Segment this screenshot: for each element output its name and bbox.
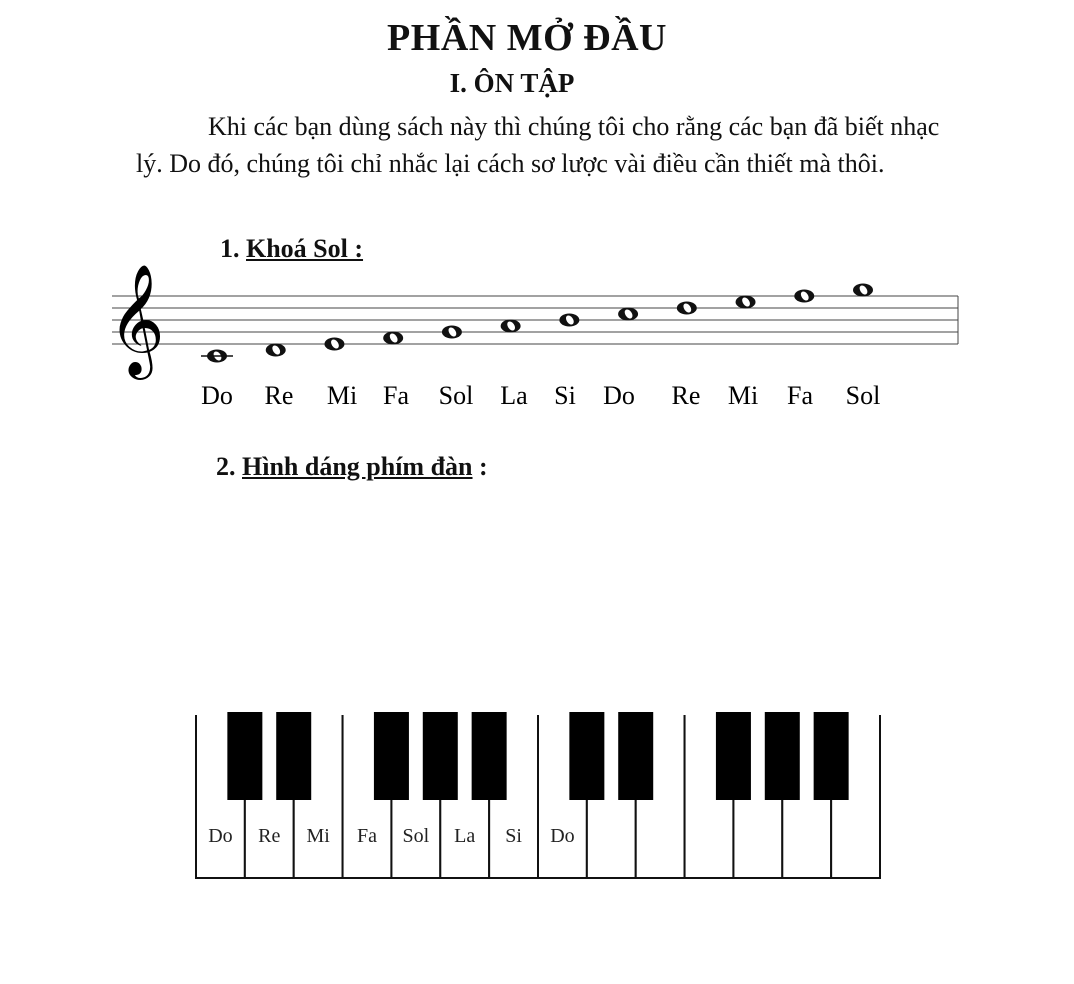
note-label: Fa xyxy=(383,381,409,410)
key-label: Si xyxy=(505,825,522,847)
heading-colon: : xyxy=(472,452,488,481)
heading-title: Hình dáng phím đàn xyxy=(242,452,473,481)
black-key[interactable] xyxy=(814,712,849,800)
note-label: Sol xyxy=(845,381,881,410)
black-key[interactable] xyxy=(227,712,262,800)
key-label: Fa xyxy=(357,825,377,847)
key-label: Re xyxy=(258,825,281,847)
page-title: PHẦN MỞ ĐẦU xyxy=(387,17,667,59)
note-label: Sol xyxy=(438,381,474,410)
note-label: Mi xyxy=(727,381,759,410)
heading-number: 1. xyxy=(220,234,240,263)
note-label: Mi xyxy=(326,381,358,410)
note-label: Si xyxy=(554,381,576,410)
note-label: Fa xyxy=(787,381,813,410)
intro-paragraph: Khi các bạn dùng sách này thì chúng tôi cho rằng các bạn đã biết nhạc lý. Do đó, chúng tôi chỉ nhắc lại cách sơ lược vài điều cần thiết mà thôi. xyxy=(136,112,940,178)
black-key[interactable] xyxy=(569,712,604,800)
note-label: La xyxy=(500,381,528,410)
black-key[interactable] xyxy=(423,712,458,800)
section-heading: I. ÔN TẬP xyxy=(449,68,575,98)
black-key[interactable] xyxy=(765,712,800,800)
key-label: Mi xyxy=(306,825,330,847)
key-label: Sol xyxy=(402,825,430,847)
heading-number: 2. xyxy=(216,452,236,481)
black-key[interactable] xyxy=(472,712,507,800)
treble-clef-icon: 𝄞 xyxy=(108,266,165,373)
black-key[interactable] xyxy=(618,712,653,800)
note-label: Do xyxy=(201,381,233,410)
heading-title: Khoá Sol : xyxy=(246,234,364,263)
key-label: Do xyxy=(550,825,575,847)
black-key[interactable] xyxy=(276,712,311,800)
key-label: Do xyxy=(208,825,233,847)
note-label: Do xyxy=(603,381,635,410)
black-key[interactable] xyxy=(716,712,751,800)
note-label: Re xyxy=(671,381,701,410)
black-key[interactable] xyxy=(374,712,409,800)
key-label: La xyxy=(454,825,476,847)
note-label: Re xyxy=(264,381,294,410)
